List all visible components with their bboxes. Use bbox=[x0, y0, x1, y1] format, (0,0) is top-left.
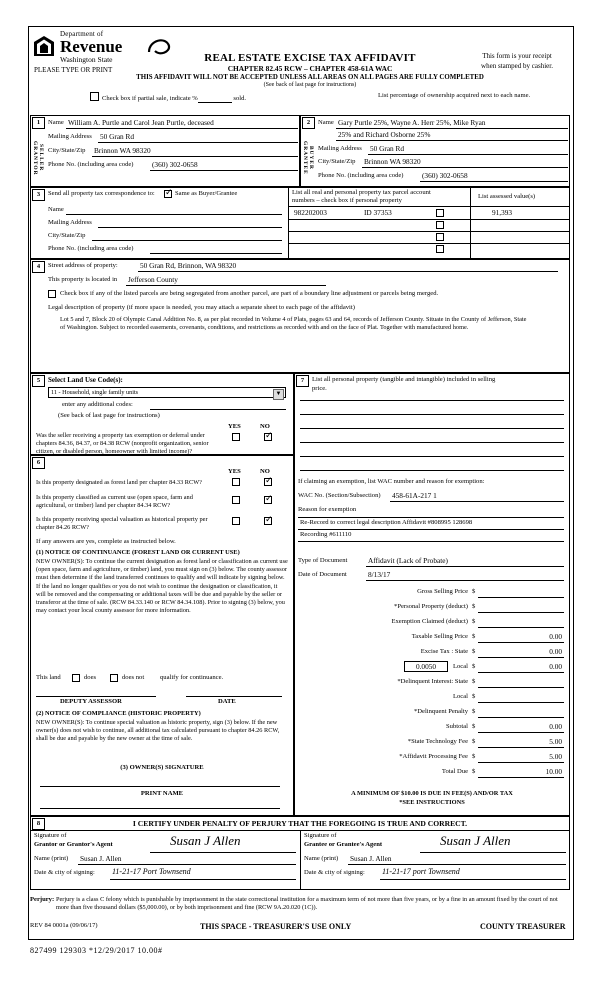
price-currency-6: $ bbox=[472, 678, 476, 685]
price-currency-10: $ bbox=[472, 738, 476, 745]
price-currency-0: $ bbox=[472, 588, 476, 595]
personal-property-label-line2: price. bbox=[312, 385, 327, 392]
legal-description-value[interactable]: Lot 5 and 7, Block 20 of Olympic Canal Addition No. 8, as per plat recorded in Volume 4 of Plats, pages 63 and 64, records of Jefferson County. Situate in the County of Jefferson, State of Washington. Subject to recorded easements, covenants, conditions, and restrictions as recorded with and on the face of Plat. Together with manufactured home. bbox=[60, 316, 527, 332]
document-type-value[interactable]: Affidavit (Lack of Probate) bbox=[368, 556, 448, 565]
reason-exemption-line2[interactable]: Recording #611110 bbox=[300, 531, 352, 538]
section-number-3: 3 bbox=[32, 189, 45, 201]
parcel-id-0[interactable]: ID 37353 bbox=[364, 208, 392, 217]
seller-exemption-yes-checkbox[interactable] bbox=[232, 433, 240, 441]
seller-mailing-value[interactable]: 50 Gran Rd bbox=[100, 132, 135, 141]
price-value-4[interactable]: 0.00 bbox=[549, 647, 562, 656]
grantor-name-value[interactable]: Susan J. Allen bbox=[80, 854, 122, 863]
price-label-5: Local bbox=[452, 663, 468, 670]
historic-property-yes-checkbox[interactable] bbox=[232, 517, 240, 525]
land-use-label: Select Land Use Code(s): bbox=[48, 376, 123, 384]
this-land-does-checkbox[interactable] bbox=[72, 674, 80, 682]
this-land-does-not-checkbox[interactable] bbox=[110, 674, 118, 682]
current-use-no-checkbox[interactable] bbox=[264, 496, 272, 504]
buyer-name-label: Name bbox=[318, 119, 334, 126]
owner-signature-title: (3) OWNER(S) SIGNATURE bbox=[120, 764, 204, 771]
seller-citystate-label: City/State/Zip bbox=[48, 147, 86, 154]
see-back-note: (See back of last page for instructions) bbox=[263, 82, 357, 88]
treasurer-stamp: 827499 129303 *12/29/2017 10.00# bbox=[30, 946, 163, 955]
price-value-5[interactable]: 0.00 bbox=[549, 662, 562, 671]
seller-phone-label: Phone No. (including area code) bbox=[48, 161, 134, 168]
grantee-date-label: Date & city of signing: bbox=[304, 869, 365, 876]
grantee-name-value[interactable]: Susan J. Allen bbox=[350, 854, 392, 863]
segregated-checkbox[interactable] bbox=[48, 290, 56, 298]
perjury-title: Perjury: bbox=[30, 896, 55, 903]
corr-phone-label: Phone No. (including area code) bbox=[48, 245, 134, 252]
street-address-label: Street address of property: bbox=[48, 262, 118, 269]
receipt-note-2: when stamped by cashier. bbox=[481, 62, 553, 70]
assessor-date-label: DATE bbox=[218, 698, 236, 705]
price-currency-2: $ bbox=[472, 618, 476, 625]
parcel-header-line2: numbers – check box if personal property bbox=[292, 197, 402, 204]
ownership-note: List percentage of ownership acquired next to each name. bbox=[378, 92, 531, 99]
if-any-yes-note: If any answers are yes, complete as instructed below. bbox=[36, 538, 176, 545]
minimum-due-line1: A MINIMUM OF $10.00 IS DUE IN FEE(S) AND/OR TAX bbox=[351, 790, 513, 797]
price-label-9: Subtotal bbox=[446, 723, 468, 730]
this-land-does-label: does bbox=[84, 674, 97, 681]
corr-mailing-label: Mailing Address bbox=[48, 219, 92, 226]
price-currency-5: $ bbox=[472, 663, 476, 670]
section-number-1: 1 bbox=[32, 117, 45, 129]
grantor-signature-label-2: Grantor or Grantor's Agent bbox=[34, 841, 113, 848]
price-currency-12: $ bbox=[472, 768, 476, 775]
document-type-label: Type of Document bbox=[298, 557, 348, 564]
landuse-no-header: NO bbox=[260, 423, 270, 430]
seller-exemption-question: Was the seller receiving a property tax exemption or deferral under chapters 84.36, 84.37, or 84.38 RCW (nonprofit organization, senior citizen, or disabled person, homeowner with limited income)? bbox=[36, 432, 209, 456]
buyer-mailing-value[interactable]: 50 Gran Rd bbox=[370, 144, 405, 153]
county-treasurer-label: COUNTY TREASURER bbox=[480, 922, 566, 931]
price-value-12[interactable]: 10.00 bbox=[545, 767, 562, 776]
price-label-12: Total Due bbox=[441, 768, 468, 775]
section-number-2: 2 bbox=[302, 117, 315, 129]
segregated-label: Check box if any of the listed parcels are being segregated from another parcel, are part of a boundary line adjustment or parcels being merged. bbox=[60, 290, 439, 297]
form-revision: REV 84 0001a (09/06/17) bbox=[30, 922, 98, 929]
partial-sale-label: Check box if partial sale, indicate % bbox=[102, 95, 198, 102]
assessed-header: List assessed value(s) bbox=[478, 193, 536, 200]
buyer-citystate-label: City/State/Zip bbox=[318, 158, 356, 165]
revenue-label: Revenue bbox=[60, 37, 123, 56]
qualify-continuance-label: qualify for continuance. bbox=[160, 674, 224, 681]
reason-exemption-label: Reason for exemption bbox=[298, 506, 357, 513]
wac-number-label: WAC No. (Section/Subsection) bbox=[298, 492, 381, 499]
land-use-seeback: (See back of last page for instructions) bbox=[58, 412, 160, 419]
grantee-signature-label-1: Signature of bbox=[304, 832, 337, 839]
send-correspondence-label: Send all property tax correspondence to: bbox=[48, 190, 155, 197]
price-currency-4: $ bbox=[472, 648, 476, 655]
current-use-question: Is this property classified as current use (open space, farm and agricultural, or timber) land per chapter 84.34 RCW? bbox=[36, 494, 193, 510]
price-label-6: *Delinquent Interest: State bbox=[397, 678, 468, 685]
print-name-label: PRINT NAME bbox=[140, 790, 184, 797]
grantee-date-value[interactable]: 11-21-17 port Townsend bbox=[382, 867, 460, 876]
local-rate-value: 0.0050 bbox=[415, 662, 437, 671]
price-currency-3: $ bbox=[472, 633, 476, 640]
grantor-date-label: Date & city of signing: bbox=[34, 869, 95, 876]
this-land-does-not-label: does not bbox=[122, 674, 145, 681]
grantee-name-label: Name (print) bbox=[304, 855, 339, 862]
personal-property-checkbox-0[interactable] bbox=[436, 209, 444, 217]
price-label-2: Exemption Claimed (deduct) bbox=[391, 618, 468, 625]
legal-description-label: Legal description of property (if more space is needed, you may attach a separate sheet to each page of the affidavit) bbox=[48, 304, 355, 311]
class-yes-header: YES bbox=[228, 468, 241, 475]
located-in-label: This property is located in bbox=[48, 276, 118, 283]
seller-grantor-side-label: SELLER GRANTOR bbox=[32, 140, 44, 176]
reason-exemption-line1[interactable]: Re-Record to correct legal description Affidavit #808995 128698 bbox=[300, 519, 473, 526]
form-chapter: CHAPTER 82.45 RCW – CHAPTER 458-61A WAC bbox=[227, 64, 393, 73]
notice-continuance-body: NEW OWNER(S): To continue the current designation as forest land or classification as current use (open space, farm and agriculture, or timber) land, you must sign on (3) below. The county assessor must then determine if the land transferred continues to qualify and will indicate by signing below. If the land no longer qualifies or you do not wish to continue the designation or classification, it will be removed and the compensating or additional taxes will be due and payable by the seller or transferor at the time of sale. (RCW 84.33.140 or RCW 84.34.108). Prior to signing (3) below, you may contact your local county assessor for more information. bbox=[36, 558, 288, 615]
document-date-value[interactable]: 8/13/17 bbox=[368, 570, 391, 579]
notice-compliance-body: NEW OWNER(S): To continue special valuation as historic property, sign (3) below. If the new owner(s) does not wish to continue, all additional tax calculated pursuant to chapter 84.26 RCW, shall be due and payable by the new owner at the time of sale. bbox=[36, 719, 280, 743]
grantor-name-label: Name (print) bbox=[34, 855, 69, 862]
same-as-buyer-label: Same as Buyer/Grantee bbox=[175, 190, 238, 197]
personal-property-checkbox-1[interactable] bbox=[436, 221, 444, 229]
grantee-signature-value[interactable]: Susan J Allen bbox=[440, 833, 511, 848]
seller-mailing-label: Mailing Address bbox=[48, 133, 92, 140]
same-as-buyer-checkbox[interactable] bbox=[164, 190, 172, 198]
section-number-4: 4 bbox=[32, 261, 45, 273]
receipt-note-1: This form is your receipt bbox=[482, 52, 552, 60]
forest-land-no-checkbox[interactable] bbox=[264, 478, 272, 486]
buyer-name-value-line1[interactable]: Gary Purtle 25%, Wayne A. Herr 25%, Mike Ryan bbox=[338, 118, 486, 127]
parcel-number-0[interactable]: 982202003 bbox=[294, 208, 327, 217]
price-label-8: *Delinquent Penalty bbox=[413, 708, 468, 715]
price-label-3: Taxable Selling Price bbox=[411, 633, 468, 640]
price-label-0: Gross Selling Price bbox=[417, 588, 468, 595]
deputy-assessor-label: DEPUTY ASSESSOR bbox=[60, 698, 122, 705]
price-currency-11: $ bbox=[472, 753, 476, 760]
buyer-grantee-side-label: BUYER GRANTEE bbox=[302, 141, 314, 175]
price-value-10[interactable]: 5.00 bbox=[549, 737, 562, 746]
price-label-1: *Personal Property (deduct) bbox=[394, 603, 468, 610]
grantor-signature-label-1: Signature of bbox=[34, 832, 67, 839]
seller-phone-value[interactable]: (360) 302-0658 bbox=[152, 160, 198, 169]
section-number-8: 8 bbox=[32, 818, 45, 830]
land-use-selected-value: 11 - Household, single family units bbox=[51, 389, 139, 396]
sold-label: sold. bbox=[233, 95, 247, 102]
treasurer-use-label: THIS SPACE - TREASURER'S USE ONLY bbox=[200, 922, 352, 931]
corr-name-label: Name bbox=[48, 206, 64, 213]
grantee-signature-label-2: Grantee or Grantee's Agent bbox=[304, 841, 383, 848]
dept-label: Department of bbox=[60, 30, 104, 38]
form-title: REAL ESTATE EXCISE TAX AFFIDAVIT bbox=[204, 52, 416, 64]
certify-title: I CERTIFY UNDER PENALTY OF PERJURY THAT THE FOREGOING IS TRUE AND CORRECT. bbox=[132, 819, 468, 828]
street-address-value[interactable]: 50 Gran Rd, Brinnon, WA 98320 bbox=[140, 261, 237, 270]
exemption-claim-label: If claiming an exemption, list WAC number and reason for exemption: bbox=[298, 478, 485, 485]
section-number-6: 6 bbox=[32, 457, 45, 469]
notice-continuance-title: (1) NOTICE OF CONTINUANCE (FOREST LAND OR CURRENT USE) bbox=[36, 549, 240, 556]
forest-land-yes-checkbox[interactable] bbox=[232, 478, 240, 486]
personal-property-checkbox-3[interactable] bbox=[436, 245, 444, 253]
seller-exemption-no-checkbox[interactable] bbox=[264, 433, 272, 441]
price-label-7: Local bbox=[452, 693, 468, 700]
parcel-header-line1: List all real and personal property tax parcel account bbox=[292, 189, 431, 196]
washington-state-label: Washington State bbox=[60, 55, 113, 64]
grantor-signature-value[interactable]: Susan J Allen bbox=[170, 833, 241, 848]
forest-land-question: Is this property designated as forest land per chapter 84.33 RCW? bbox=[36, 479, 202, 486]
perjury-text: Perjury is a class C felony which is punishable by imprisonment in the state correctional institution for a maximum term of not more than five years, or by a fine in an amount fixed by the court of not more than five thousand dollars ($5,000.00), or by both imprisonment and fine (RCW 9A.20.020 (1C)). bbox=[56, 896, 558, 912]
price-currency-1: $ bbox=[472, 603, 476, 610]
section-number-7: 7 bbox=[296, 375, 309, 387]
section-number-5: 5 bbox=[32, 375, 45, 387]
buyer-name-value-line2[interactable]: 25% and Richard Osborne 25% bbox=[338, 130, 431, 139]
additional-codes-label: enter any additional codes: bbox=[62, 401, 133, 408]
price-currency-9: $ bbox=[472, 723, 476, 730]
type-or-print-label: PLEASE TYPE OR PRINT bbox=[34, 66, 113, 74]
wac-number-value[interactable]: 458-61A-217 1 bbox=[392, 491, 437, 500]
personal-property-checkbox-2[interactable] bbox=[436, 233, 444, 241]
this-land-label: This land bbox=[36, 674, 61, 681]
notice-compliance-title: (2) NOTICE OF COMPLIANCE (HISTORIC PROPERTY) bbox=[36, 710, 201, 717]
historic-property-question: Is this property receiving special valuation as historical property per chapter 84.26 RCW? bbox=[36, 516, 208, 532]
grantor-date-value[interactable]: 11-21-17 Port Townsend bbox=[112, 867, 191, 876]
chevron-down-icon[interactable]: ▼ bbox=[273, 389, 284, 400]
located-in-value[interactable]: Jefferson County bbox=[128, 275, 178, 284]
price-value-3[interactable]: 0.00 bbox=[549, 632, 562, 641]
buyer-phone-value[interactable]: (360) 302-0658 bbox=[422, 171, 468, 180]
personal-property-label-line1: List all personal property (tangible and intangible) included in selling bbox=[312, 376, 496, 383]
form-notice: THIS AFFIDAVIT WILL NOT BE ACCEPTED UNLESS ALL AREAS ON ALL PAGES ARE FULLY COMPLETED bbox=[136, 74, 484, 81]
seller-citystate-value[interactable]: Brinnon WA 98320 bbox=[94, 146, 151, 155]
price-label-4: Excise Tax : State bbox=[420, 648, 468, 655]
historic-property-no-checkbox[interactable] bbox=[264, 517, 272, 525]
price-value-11[interactable]: 5.00 bbox=[549, 752, 562, 761]
buyer-phone-label: Phone No. (including area code) bbox=[318, 172, 404, 179]
class-no-header: NO bbox=[260, 468, 270, 475]
current-use-yes-checkbox[interactable] bbox=[232, 496, 240, 504]
land-use-select[interactable] bbox=[48, 387, 286, 398]
price-label-10: *State Technology Fee bbox=[407, 738, 468, 745]
corr-citystate-label: City/State/Zip bbox=[48, 232, 86, 239]
document-date-label: Date of Document bbox=[298, 571, 347, 578]
landuse-yes-header: YES bbox=[228, 423, 241, 430]
assessed-value-0[interactable]: 91,393 bbox=[492, 208, 513, 217]
price-label-11: *Affidavit Processing Fee bbox=[399, 753, 468, 760]
buyer-citystate-value[interactable]: Brinnon WA 98320 bbox=[364, 157, 421, 166]
buyer-mailing-label: Mailing Address bbox=[318, 145, 362, 152]
price-value-9[interactable]: 0.00 bbox=[549, 722, 562, 731]
minimum-due-line2: *SEE INSTRUCTIONS bbox=[399, 799, 465, 806]
seller-name-label: Name bbox=[48, 119, 64, 126]
seller-name-value[interactable]: William A. Purtle and Carol Jean Purtle, deceased bbox=[68, 118, 214, 127]
price-currency-7: $ bbox=[472, 693, 476, 700]
price-currency-8: $ bbox=[472, 708, 476, 715]
